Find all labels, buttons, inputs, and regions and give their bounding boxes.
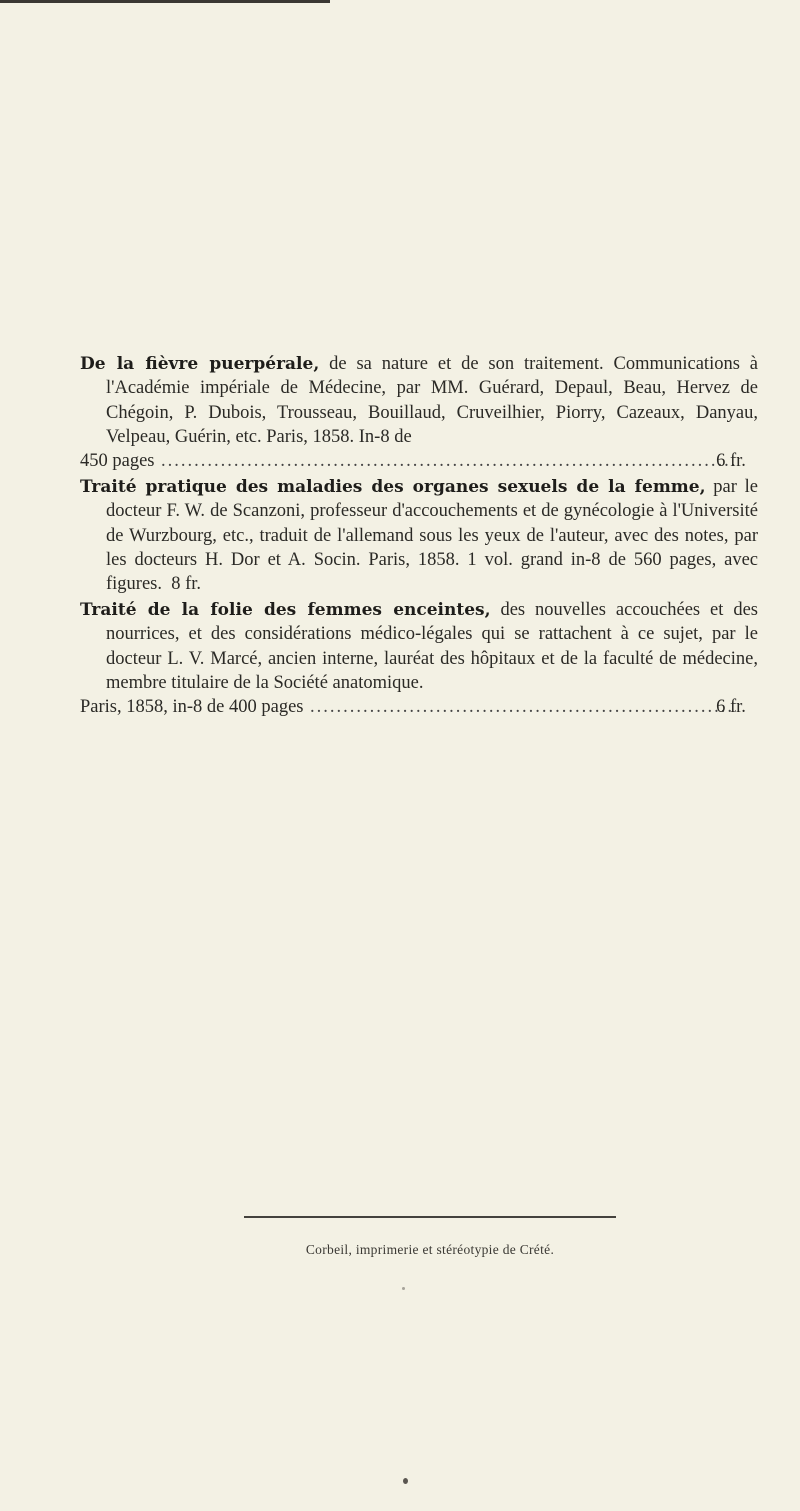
entry-description: par le docteur F. W. de Scanzoni, professeur d'accouchements et de gynécologie à l'Université de Wurzbourg, etc., traduit de l'allemand sous les yeux de l'auteur, avec des notes, par les docteurs H. Dor et A. Socin. Paris, 1858. 1 vol. grand in-8 de 560 pages, avec figures.	[106, 476, 758, 595]
entry-price: 6 fr.	[716, 451, 746, 472]
catalogue-entry	[80, 475, 758, 596]
printer-imprint	[230, 1216, 630, 1258]
entry-price: 8 fr.	[171, 574, 202, 595]
dot-leader	[161, 449, 737, 473]
catalogue-entry	[80, 352, 758, 473]
entry-price-line	[80, 695, 758, 719]
top-edge-rule	[0, 0, 330, 3]
entry-price: 6 fr.	[716, 697, 746, 718]
catalogue-entry	[80, 598, 758, 719]
imprint-text: Corbeil, imprimerie et stéréotypie de Crété.	[305, 1242, 555, 1257]
entry-description: des nouvelles accouchées et des nourrices, et des considérations médico-légales qui se rattachent à ce sujet, par le docteur L. V. Marcé, ancien interne, lauréat des hôpitaux et de la faculté de médecine, membre titulaire de la Société anatomique.	[106, 599, 758, 693]
entry-description: de sa nature et de son traitement. Communications à l'Académie impériale de Médecine, par MM. Guérard, Depaul, Beau, Hervez de Chégoin, P. Dubois, Trousseau, Bouillaud, Cruveilhier, Piorry, Cazeaux, Danyau, Velpeau, Guérin, etc. Paris, 1858. In-8 de	[106, 354, 758, 447]
catalogue-listing	[80, 352, 758, 721]
entry-title: Traité de la folie des femmes enceintes,	[80, 599, 491, 620]
dot-leader	[310, 695, 737, 719]
entry-title: De la fièvre puerpérale,	[80, 354, 320, 374]
ink-speck	[402, 1287, 405, 1290]
entry-title: Traité pratique des maladies des organes sexuels de la femme,	[80, 476, 706, 497]
footer-rule	[244, 1216, 616, 1218]
entry-pages: 450 pages	[80, 451, 155, 472]
ink-speck	[403, 1478, 408, 1484]
entry-price-line	[80, 449, 758, 473]
entry-pages: Paris, 1858, in-8 de 400 pages	[80, 697, 304, 718]
